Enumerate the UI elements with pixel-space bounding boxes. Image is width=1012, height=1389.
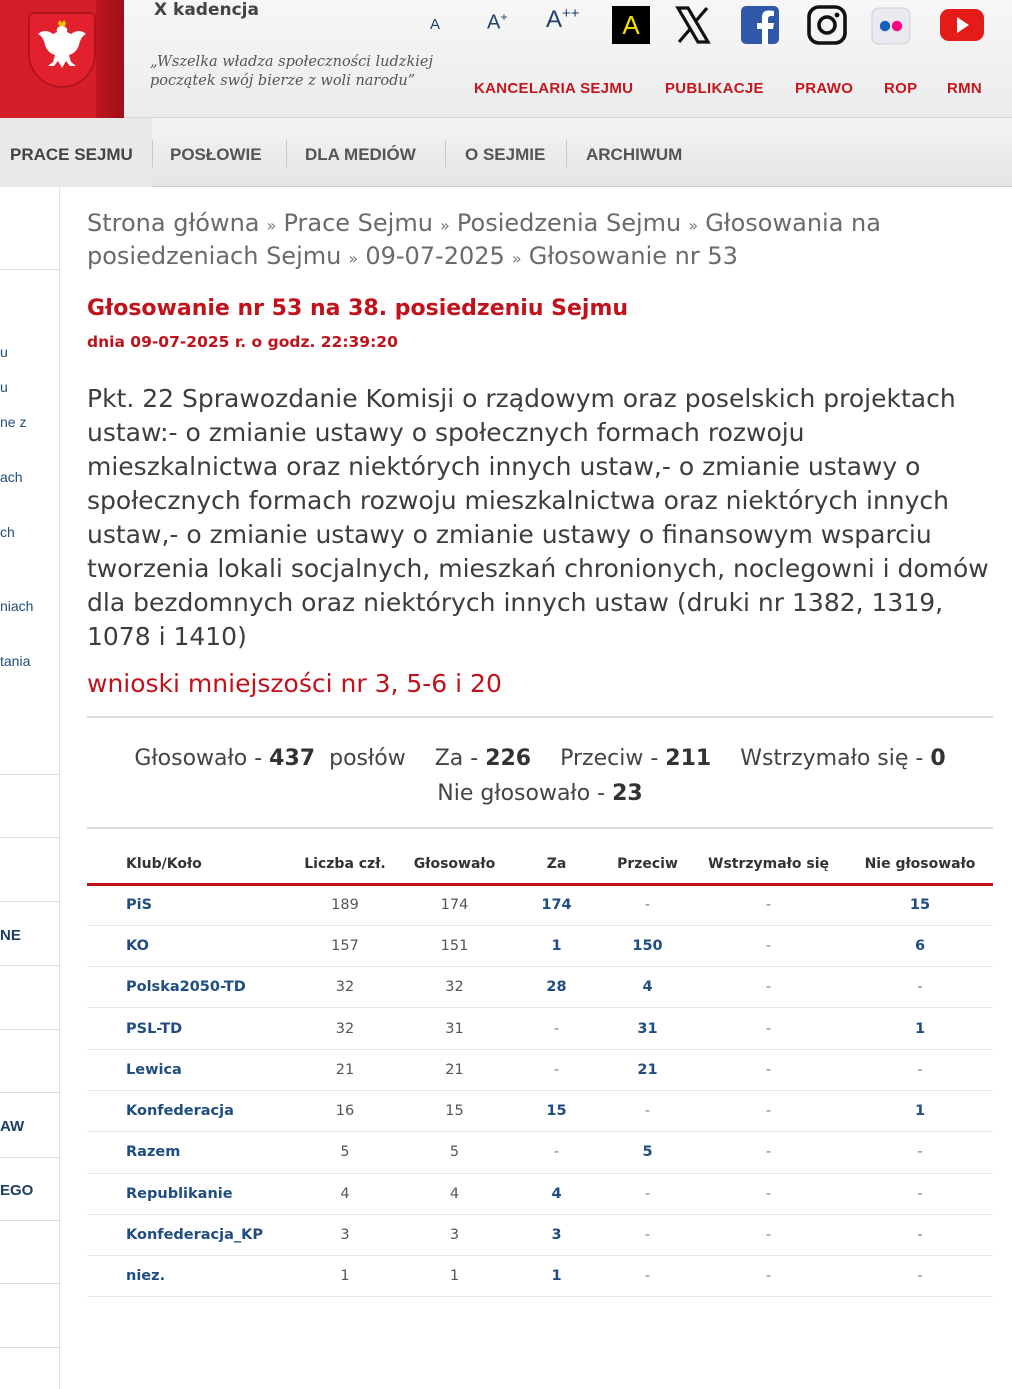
abstain-cell: - xyxy=(690,925,847,966)
table-row xyxy=(87,1049,993,1090)
for-cell[interactable] xyxy=(508,967,605,1008)
club-link[interactable]: Razem xyxy=(87,1132,289,1173)
facebook-icon[interactable] xyxy=(741,4,783,46)
youtube-icon[interactable] xyxy=(938,4,986,46)
for-count: 226 xyxy=(485,746,532,771)
for-cell[interactable]: 4 xyxy=(508,1173,605,1214)
voted-cell: 3 xyxy=(401,1214,508,1255)
voted-cell: 21 xyxy=(401,1049,508,1090)
col-header-club: Klub/Koło xyxy=(87,846,289,884)
table-row xyxy=(87,1008,993,1049)
sidebar-item[interactable]: niach xyxy=(0,598,34,614)
abstain-cell: - xyxy=(690,1132,847,1173)
x-icon[interactable] xyxy=(672,4,714,46)
highlighter-mark: 15 xyxy=(546,1103,567,1120)
sidebar-item[interactable]: EGO xyxy=(0,1182,34,1199)
font-size-normal-button[interactable]: A xyxy=(430,16,441,33)
club-link[interactable]: Konfederacja xyxy=(87,1090,289,1131)
divider xyxy=(87,716,993,718)
members-cell: 1 xyxy=(289,1256,401,1297)
main-nav xyxy=(0,118,1012,187)
club-link[interactable]: PiS xyxy=(87,884,289,925)
instagram-icon[interactable] xyxy=(806,4,848,46)
sidebar-item[interactable]: ch xyxy=(0,524,15,540)
nav-divider xyxy=(445,140,446,168)
col-header-voted: Głosowało xyxy=(401,846,508,884)
not-voted-label: Nie głosowało - xyxy=(437,781,606,806)
site-header xyxy=(0,0,1012,118)
against-count: 211 xyxy=(665,746,712,771)
abstain-cell: - xyxy=(690,1049,847,1090)
sidebar-divider xyxy=(0,1157,60,1158)
against-cell[interactable]: 4 xyxy=(605,967,690,1008)
breadcrumb: Strona główna » Prace Sejmu » Posiedzenia Sejmu » Głosowania na posiedzeniach Sejmu » 09-07-2025 » Głosowanie nr 53 xyxy=(87,209,881,270)
not-voted-cell: - xyxy=(847,1132,993,1173)
top-link-rop[interactable]: ROP xyxy=(884,80,918,97)
voted-label: Głosowało - xyxy=(134,746,263,771)
voted-count: 437 xyxy=(269,746,316,771)
col-header-against: Przeciw xyxy=(605,846,690,884)
abstain-label: Wstrzymało się - xyxy=(740,746,924,771)
not-voted-cell[interactable]: 1 xyxy=(847,1090,993,1131)
club-link[interactable]: Lewica xyxy=(87,1049,289,1090)
top-link-publikacje[interactable]: PUBLIKACJE xyxy=(665,80,764,97)
highlighter-mark: 174 xyxy=(541,897,572,914)
breadcrumb-item[interactable]: 09-07-2025 xyxy=(365,242,505,270)
vote-summary xyxy=(87,741,993,811)
table-row xyxy=(87,1173,993,1214)
club-link[interactable]: Polska2050-TD xyxy=(87,967,289,1008)
for-cell[interactable] xyxy=(508,884,605,925)
abstain-cell: - xyxy=(690,1214,847,1255)
table-row xyxy=(87,967,993,1008)
voted-cell: 32 xyxy=(401,967,508,1008)
not-voted-count: 23 xyxy=(612,781,643,806)
voted-cell: 1 xyxy=(401,1256,508,1297)
not-voted-cell: - xyxy=(847,1173,993,1214)
abstain-cell: - xyxy=(690,884,847,925)
left-sidebar xyxy=(0,187,60,1389)
table-row xyxy=(87,1132,993,1173)
top-link-prawo[interactable]: PRAWO xyxy=(795,80,854,97)
sidebar-item[interactable]: u xyxy=(0,379,8,395)
high-contrast-button[interactable]: A xyxy=(612,6,650,44)
against-label: Przeciw - xyxy=(560,746,659,771)
for-cell[interactable]: 1 xyxy=(508,1256,605,1297)
top-link-kancelaria[interactable]: KANCELARIA SEJMU xyxy=(474,80,634,97)
sidebar-item[interactable]: tania xyxy=(0,653,31,669)
abstain-cell: - xyxy=(690,1090,847,1131)
sidebar-divider xyxy=(0,965,60,966)
col-header-members: Liczba czł. xyxy=(289,846,401,884)
motto-text: „Wszelka władza społeczności ludzkiej początek swój bierze z woli narodu” xyxy=(150,54,433,89)
against-cell[interactable]: 31 xyxy=(605,1008,690,1049)
nav-item-dla-mediow[interactable]: DLA MEDIÓW xyxy=(305,145,416,164)
col-header-not-voted: Nie głosowało xyxy=(847,846,993,884)
members-cell: 4 xyxy=(289,1173,401,1214)
abstain-cell: - xyxy=(690,967,847,1008)
members-cell: 32 xyxy=(289,1008,401,1049)
top-link-rmn[interactable]: RMN xyxy=(947,80,983,97)
white-eagle-icon xyxy=(28,12,96,88)
members-cell: 157 xyxy=(289,925,401,966)
sidebar-divider xyxy=(0,1029,60,1030)
club-link[interactable]: KO xyxy=(87,925,289,966)
term-label: X kadencja xyxy=(154,0,259,20)
against-cell: - xyxy=(605,1090,690,1131)
against-cell: - xyxy=(605,1214,690,1255)
col-header-abstain: Wstrzymało się xyxy=(690,846,847,884)
not-voted-cell[interactable]: 15 xyxy=(847,884,993,925)
voted-cell: 151 xyxy=(401,925,508,966)
against-cell: - xyxy=(605,1173,690,1214)
not-voted-cell: - xyxy=(847,967,993,1008)
table-row xyxy=(87,925,993,966)
sidebar-divider xyxy=(0,901,60,902)
page-title: Głosowanie nr 53 na 38. posiedzeniu Sejmu xyxy=(87,296,629,321)
for-label: Za - xyxy=(434,746,479,771)
sidebar-item[interactable]: ach xyxy=(0,469,23,485)
members-cell: 5 xyxy=(289,1132,401,1173)
members-cell: 21 xyxy=(289,1049,401,1090)
col-header-for: Za xyxy=(508,846,605,884)
club-link[interactable]: Republikanie xyxy=(87,1173,289,1214)
voted-cell: 174 xyxy=(401,884,508,925)
nav-item-poslowie[interactable]: POSŁOWIE xyxy=(170,145,262,164)
sidebar-item[interactable]: u xyxy=(0,344,8,360)
voted-cell: 4 xyxy=(401,1173,508,1214)
voted-cell: 15 xyxy=(401,1090,508,1131)
results-table xyxy=(87,846,993,1297)
sidebar-divider xyxy=(0,269,60,270)
nav-item-archiwum[interactable]: ARCHIWUM xyxy=(586,145,683,164)
breadcrumb-current: Głosowanie nr 53 xyxy=(528,242,738,270)
sidebar-item[interactable]: AW xyxy=(0,1118,25,1135)
for-cell: - xyxy=(508,1049,605,1090)
nav-item-o-sejmie[interactable]: O SEJMIE xyxy=(465,145,546,164)
sidebar-divider xyxy=(0,1347,60,1348)
sidebar-item[interactable]: ne z xyxy=(0,414,27,430)
abstain-cell: - xyxy=(690,1008,847,1049)
not-voted-cell[interactable]: 6 xyxy=(847,925,993,966)
table-row xyxy=(87,884,993,925)
flickr-icon[interactable] xyxy=(870,4,912,46)
sejm-emblem-logo[interactable] xyxy=(0,0,124,118)
club-link[interactable]: PSL-TD xyxy=(87,1008,289,1049)
not-voted-cell: - xyxy=(847,1214,993,1255)
breadcrumb-item[interactable]: Głosowania na posiedzeniach Sejmu xyxy=(87,209,881,270)
for-cell: - xyxy=(508,1132,605,1173)
divider xyxy=(87,827,993,829)
against-cell[interactable]: 150 xyxy=(605,925,690,966)
club-link[interactable]: niez. xyxy=(87,1256,289,1297)
voted-cell: 5 xyxy=(401,1132,508,1173)
sidebar-divider xyxy=(0,837,60,838)
table-row xyxy=(87,1256,993,1297)
members-cell: 16 xyxy=(289,1090,401,1131)
sidebar-divider xyxy=(0,1092,60,1093)
abstain-cell: - xyxy=(690,1173,847,1214)
voted-unit: posłów xyxy=(329,746,406,771)
for-cell[interactable] xyxy=(508,1090,605,1131)
vote-description: Pkt. 22 Sprawozdanie Komisji o rządowym oraz poselskich projektach ustaw:- o zmianie ustawy o społecznych formach rozwoju mieszkalnictwa oraz niektórych innych ustaw,- o zmianie ustawy o społecznych formach rozwoju mieszkalnictwa oraz niektórych innych ustaw,- o zmianie ustawy o zmianie ustawy o finansowym wsparciu tworzenia lokali socjalnych, mieszkań chronionych, noclegowni i domów dla bezdomnych oraz niektórych innych ustaw (druki nr 1382, 1319, 1078 i 1410) xyxy=(87,384,989,651)
voted-cell: 31 xyxy=(401,1008,508,1049)
against-cell[interactable]: 5 xyxy=(605,1132,690,1173)
breadcrumb-item[interactable]: Posiedzenia Sejmu xyxy=(456,209,682,237)
nav-divider xyxy=(566,140,567,168)
members-cell: 189 xyxy=(289,884,401,925)
font-size-xlarge-button[interactable]: A++ xyxy=(546,6,580,33)
members-cell: 32 xyxy=(289,967,401,1008)
table-row xyxy=(87,1090,993,1131)
nav-item-prace-sejmu[interactable]: PRACE SEJMU xyxy=(0,118,152,187)
highlighter-mark: 28 xyxy=(546,979,567,996)
not-voted-cell: - xyxy=(847,1256,993,1297)
vote-subtitle: wnioski mniejszości nr 3, 5-6 i 20 xyxy=(87,669,502,698)
members-cell: 3 xyxy=(289,1214,401,1255)
club-link[interactable]: Konfederacja_KP xyxy=(87,1214,289,1255)
sidebar-divider xyxy=(0,1220,60,1221)
vote-datetime: dnia 09-07-2025 r. o godz. 22:39:20 xyxy=(87,333,398,351)
not-voted-cell[interactable]: 1 xyxy=(847,1008,993,1049)
against-cell[interactable]: 21 xyxy=(605,1049,690,1090)
for-cell[interactable]: 1 xyxy=(508,925,605,966)
breadcrumb-item[interactable]: Prace Sejmu xyxy=(283,209,433,237)
against-cell: - xyxy=(605,1256,690,1297)
breadcrumb-item[interactable]: Strona główna xyxy=(87,209,260,237)
abstain-cell: - xyxy=(690,1256,847,1297)
abstain-count: 0 xyxy=(930,746,946,771)
font-size-large-button[interactable]: A+ xyxy=(487,10,508,34)
nav-divider xyxy=(286,140,287,168)
not-voted-cell: - xyxy=(847,1049,993,1090)
for-cell: - xyxy=(508,1008,605,1049)
sidebar-item[interactable]: NE xyxy=(0,927,21,944)
table-header-row xyxy=(87,846,993,884)
against-cell: - xyxy=(605,884,690,925)
nav-divider xyxy=(152,140,153,168)
for-cell[interactable]: 3 xyxy=(508,1214,605,1255)
sidebar-divider xyxy=(0,774,60,775)
table-row xyxy=(87,1214,993,1255)
sidebar-divider xyxy=(0,1283,60,1284)
